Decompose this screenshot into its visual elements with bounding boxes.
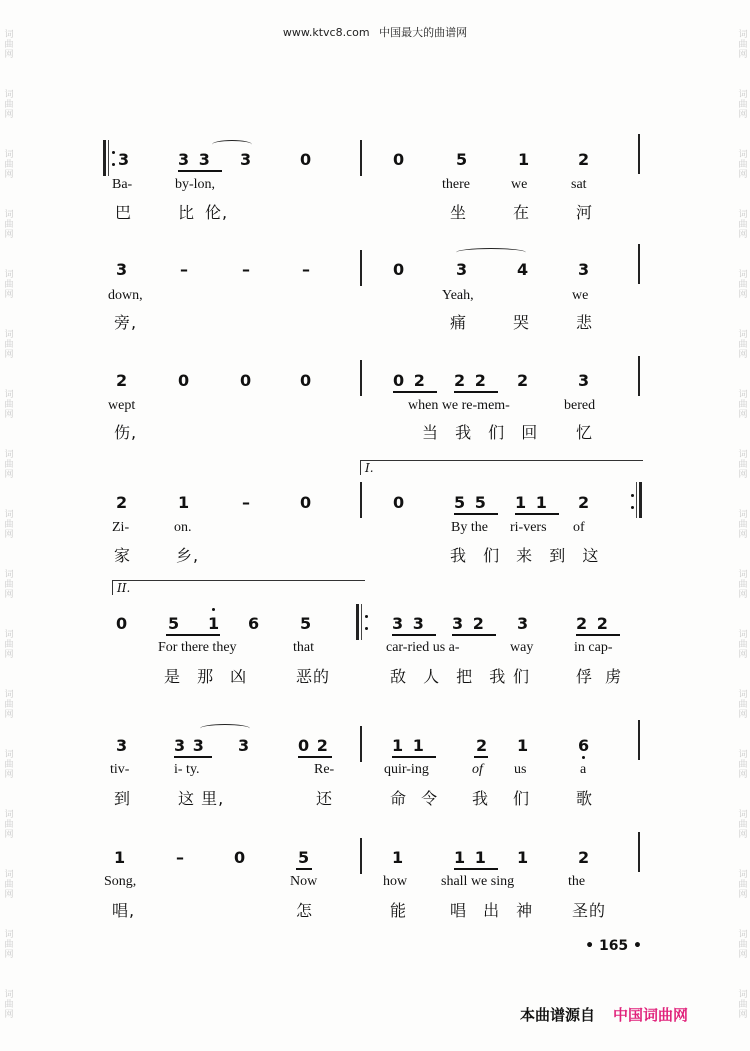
watermark-glyph: 网	[4, 170, 14, 180]
watermark-glyph: 曲	[738, 880, 748, 890]
lyric-en: bered	[564, 398, 596, 413]
watermark-glyph: 词	[4, 510, 14, 520]
page-footer	[520, 1004, 688, 1025]
note: 2 2	[454, 371, 486, 390]
barline	[360, 250, 362, 286]
watermark-glyph: 网	[738, 110, 748, 120]
repeat-barline	[639, 482, 642, 518]
watermark-glyph: 网	[738, 770, 748, 780]
note: 2 2	[576, 614, 608, 633]
lyric-zh: 伦,	[205, 203, 229, 222]
watermark-glyph: 曲	[738, 1000, 748, 1010]
note: 0	[393, 260, 405, 279]
dash: –	[180, 260, 188, 279]
lyric-en: we	[572, 288, 589, 303]
watermark-glyph: 曲	[738, 400, 748, 410]
lyric-en: a	[580, 762, 587, 777]
watermark-glyph: 曲	[4, 760, 14, 770]
tie	[456, 248, 526, 257]
note: 0	[300, 371, 312, 390]
lyric-en: when we re-mem-	[408, 398, 510, 413]
watermark-glyph: 网	[738, 830, 748, 840]
beam	[576, 634, 620, 636]
dash: –	[242, 260, 250, 279]
watermark-glyph: 词	[4, 630, 14, 640]
beam	[166, 634, 220, 636]
note: 0 2	[393, 371, 425, 390]
note: 1	[208, 614, 220, 633]
watermark-glyph: 曲	[4, 880, 14, 890]
watermark-glyph: 词	[738, 90, 748, 100]
watermark-glyph: 网	[738, 530, 748, 540]
barline	[638, 244, 640, 284]
lyric-en: of	[573, 520, 585, 535]
watermark-glyph: 曲	[738, 940, 748, 950]
lyric-en: us	[514, 762, 527, 777]
lyric-en: the	[568, 874, 586, 889]
lyric-zh: 旁,	[114, 313, 138, 332]
watermark-glyph: 网	[738, 230, 748, 240]
note: 3	[118, 150, 130, 169]
lyric-zh: 我 们 来 到 这	[450, 546, 600, 565]
lyric-zh: 到	[114, 789, 132, 808]
watermark-glyph: 网	[738, 50, 748, 60]
lyric-zh: 我	[472, 789, 490, 808]
watermark-glyph: 曲	[738, 760, 748, 770]
lyric-zh: 家	[114, 546, 132, 565]
note: 3	[116, 736, 128, 755]
watermark-glyph: 词	[4, 210, 14, 220]
watermark-glyph: 词	[4, 330, 14, 340]
watermark-glyph: 曲	[4, 580, 14, 590]
lyric-en: we	[511, 177, 528, 192]
lyric-en: by-lon,	[175, 177, 216, 192]
note: 2	[578, 150, 590, 169]
barline	[360, 360, 362, 396]
beam	[454, 868, 498, 870]
volta-first-ending	[360, 460, 643, 475]
watermark-glyph: 词	[738, 390, 748, 400]
lyric-zh: 歌	[576, 789, 594, 808]
watermark-glyph: 曲	[4, 700, 14, 710]
note: 3	[116, 260, 128, 279]
watermark-glyph: 词	[738, 690, 748, 700]
barline	[360, 482, 362, 518]
watermark-glyph: 词	[4, 270, 14, 280]
octave-dot	[582, 756, 585, 759]
note: 0	[300, 493, 312, 512]
lyric-zh: 忆	[576, 423, 594, 442]
barline	[638, 356, 640, 396]
note: 6	[248, 614, 260, 633]
note: 0	[393, 493, 405, 512]
header-title: 中国最大的曲谱网	[379, 26, 468, 39]
watermark-glyph: 曲	[4, 100, 14, 110]
watermark-glyph: 曲	[738, 520, 748, 530]
watermark-glyph: 网	[738, 290, 748, 300]
note: 1 1	[454, 848, 486, 867]
watermark-glyph: 网	[4, 290, 14, 300]
lyric-en: wept	[108, 398, 136, 413]
repeat-barline-thin	[636, 482, 637, 518]
barline	[360, 838, 362, 874]
note: 3 2	[452, 614, 484, 633]
octave-dot	[212, 608, 215, 611]
lyric-en: car-ried us a-	[386, 640, 460, 655]
lyric-zh: 俘 虏	[576, 667, 623, 686]
watermark-glyph: 曲	[4, 280, 14, 290]
watermark-glyph: 网	[738, 410, 748, 420]
watermark-glyph: 网	[738, 890, 748, 900]
beam	[298, 756, 332, 758]
lyric-zh: 唱,	[112, 901, 136, 920]
watermark-glyph: 曲	[4, 940, 14, 950]
lyric-en: Song,	[104, 874, 137, 889]
note: 1	[114, 848, 126, 867]
watermark-glyph: 网	[738, 710, 748, 720]
lyric-en: For there they	[158, 640, 237, 655]
barline	[638, 832, 640, 872]
footer-brand[interactable]: 中国词曲网	[613, 1006, 689, 1024]
watermark-glyph: 词	[4, 750, 14, 760]
beam	[454, 513, 498, 515]
repeat-dot	[365, 627, 368, 630]
watermark-glyph: 词	[4, 870, 14, 880]
repeat-dot	[631, 506, 634, 509]
watermark-glyph: 曲	[738, 700, 748, 710]
watermark-glyph: 词	[738, 150, 748, 160]
watermark-glyph: 网	[4, 230, 14, 240]
note: 2	[578, 848, 590, 867]
note: 5	[456, 150, 468, 169]
note: 1	[518, 150, 530, 169]
lyric-zh: 敌 人 把 我	[390, 667, 507, 686]
note: 1	[517, 736, 529, 755]
page-number: • 165 •	[585, 938, 642, 954]
watermark-glyph: 网	[4, 350, 14, 360]
watermark-glyph: 网	[738, 470, 748, 480]
watermark-glyph: 词	[738, 870, 748, 880]
watermark-glyph: 网	[4, 590, 14, 600]
lyric-zh: 能	[390, 901, 408, 920]
note: 3	[240, 150, 252, 169]
watermark-glyph: 曲	[738, 280, 748, 290]
lyric-zh: 唱 出 神	[450, 901, 534, 920]
watermark-glyph: 网	[738, 170, 748, 180]
watermark-glyph: 网	[4, 470, 14, 480]
note: 3 3	[174, 736, 204, 755]
repeat-barline-thin	[108, 140, 109, 176]
watermark-glyph: 网	[4, 710, 14, 720]
lyric-zh: 怎	[296, 901, 314, 920]
lyric-en: shall we sing	[441, 874, 515, 889]
watermark-glyph: 词	[4, 690, 14, 700]
dash: –	[242, 493, 250, 512]
note: 4	[517, 260, 529, 279]
watermark-glyph: 词	[738, 930, 748, 940]
beam	[392, 634, 436, 636]
lyric-zh: 坐	[450, 203, 468, 222]
watermark-glyph: 曲	[738, 100, 748, 110]
note: 3	[517, 614, 529, 633]
footer-source: 本曲谱源自	[520, 1006, 596, 1024]
repeat-barline	[356, 604, 359, 640]
note: 1	[178, 493, 190, 512]
watermark-glyph: 曲	[738, 40, 748, 50]
watermark-glyph: 曲	[4, 160, 14, 170]
beam	[474, 756, 488, 758]
lyric-zh: 命 令	[390, 789, 439, 808]
watermark-glyph: 网	[4, 50, 14, 60]
note: 3	[578, 260, 590, 279]
lyric-zh: 恶的	[296, 667, 331, 686]
note: 2	[116, 493, 128, 512]
watermark-glyph: 曲	[738, 220, 748, 230]
note: 2	[116, 371, 128, 390]
note: 5	[168, 614, 180, 633]
beam	[393, 391, 437, 393]
lyric-en: on.	[174, 520, 192, 535]
watermark-glyph: 曲	[4, 340, 14, 350]
beam	[452, 634, 496, 636]
watermark-glyph: 词	[4, 30, 14, 40]
watermark-glyph: 网	[4, 530, 14, 540]
barline	[638, 134, 640, 174]
lyric-en: ri-vers	[510, 520, 547, 535]
note: 0	[178, 371, 190, 390]
watermark-glyph: 词	[4, 150, 14, 160]
lyric-zh: 圣的	[572, 901, 607, 920]
note: 6	[578, 736, 590, 755]
lyric-en: tiv-	[110, 762, 130, 777]
repeat-dot	[112, 163, 115, 166]
watermark-glyph: 曲	[738, 580, 748, 590]
note: 0	[240, 371, 252, 390]
lyric-zh: 伤,	[114, 423, 138, 442]
note: 0	[116, 614, 128, 633]
lyric-en: in cap-	[574, 640, 613, 655]
note: 1 1	[515, 493, 547, 512]
lyric-zh: 巴	[115, 203, 133, 222]
watermark-glyph: 网	[4, 890, 14, 900]
watermark-glyph: 网	[738, 590, 748, 600]
tie	[212, 140, 252, 149]
watermark-glyph: 曲	[4, 460, 14, 470]
note: 2	[578, 493, 590, 512]
note: 0	[234, 848, 246, 867]
watermark-glyph: 曲	[4, 400, 14, 410]
lyric-zh: 在	[513, 203, 531, 222]
beam	[178, 170, 222, 172]
dash: –	[176, 848, 184, 867]
repeat-barline-thin	[361, 604, 362, 640]
volta-label: II.	[117, 581, 131, 595]
watermark-glyph: 曲	[738, 820, 748, 830]
watermark-glyph: 词	[738, 990, 748, 1000]
watermark-glyph: 词	[738, 330, 748, 340]
watermark-glyph: 网	[4, 770, 14, 780]
dash: –	[302, 260, 310, 279]
watermark-glyph: 词	[4, 930, 14, 940]
note: 3 3	[392, 614, 424, 633]
watermark-glyph: 词	[738, 270, 748, 280]
watermark-glyph: 网	[4, 110, 14, 120]
lyric-en: quir-ing	[384, 762, 429, 777]
watermark-glyph: 曲	[738, 640, 748, 650]
lyric-en: down,	[108, 288, 143, 303]
lyric-zh: 是 那 凶	[164, 667, 248, 686]
lyric-zh: 这 里,	[178, 789, 225, 808]
watermark-glyph: 网	[4, 830, 14, 840]
lyric-zh: 们	[513, 667, 531, 686]
header-site[interactable]: www.ktvc8.com	[282, 26, 370, 39]
repeat-dot	[631, 494, 634, 497]
lyric-en: Zi-	[112, 520, 130, 535]
repeat-dot	[112, 151, 115, 154]
watermark-glyph: 曲	[4, 520, 14, 530]
lyric-zh: 痛	[450, 313, 468, 332]
watermark-glyph: 曲	[4, 220, 14, 230]
watermark-glyph: 曲	[4, 640, 14, 650]
watermark-glyph: 网	[738, 350, 748, 360]
lyric-en: that	[293, 640, 314, 655]
note: 0 2	[298, 736, 328, 755]
note: 3	[578, 371, 590, 390]
watermark-glyph: 网	[4, 950, 14, 960]
lyric-en: how	[383, 874, 408, 889]
lyric-zh: 们	[513, 789, 531, 808]
beam	[392, 756, 436, 758]
lyric-en: there	[442, 177, 470, 192]
barline	[638, 720, 640, 760]
barline	[360, 140, 362, 176]
watermark-glyph: 词	[4, 390, 14, 400]
lyric-en: way	[510, 640, 534, 655]
lyric-en: Re-	[314, 762, 335, 777]
volta-second-ending	[112, 580, 365, 595]
lyric-zh: 还	[316, 789, 334, 808]
lyric-zh: 比	[178, 203, 196, 222]
watermark-glyph: 词	[738, 750, 748, 760]
watermark-glyph: 词	[738, 630, 748, 640]
watermark-glyph: 词	[4, 990, 14, 1000]
watermark-glyph: 网	[738, 650, 748, 660]
lyric-zh: 哭	[513, 313, 531, 332]
volta-label: I.	[365, 461, 374, 475]
lyric-en: sat	[571, 177, 587, 192]
watermark-glyph: 词	[4, 90, 14, 100]
tie	[200, 724, 250, 733]
lyric-en: By the	[451, 520, 488, 535]
watermark-glyph: 网	[738, 1010, 748, 1020]
lyric-en: Yeah,	[442, 288, 474, 303]
watermark-glyph: 词	[738, 570, 748, 580]
note: 3	[238, 736, 250, 755]
note: 1	[392, 848, 404, 867]
repeat-dot	[365, 615, 368, 618]
watermark-glyph: 曲	[4, 820, 14, 830]
note: 5	[298, 848, 310, 867]
note: 1	[517, 848, 529, 867]
barline	[360, 726, 362, 762]
watermark-glyph: 曲	[738, 160, 748, 170]
note: 3 3	[178, 150, 210, 169]
beam	[296, 868, 312, 870]
watermark-glyph: 网	[4, 650, 14, 660]
note: 0	[393, 150, 405, 169]
repeat-barline	[103, 140, 106, 176]
lyric-en: of	[472, 762, 483, 777]
watermark-glyph: 曲	[738, 340, 748, 350]
watermark-glyph: 词	[738, 30, 748, 40]
watermark-glyph: 词	[4, 810, 14, 820]
watermark-glyph: 词	[4, 450, 14, 460]
watermark-glyph: 网	[738, 950, 748, 960]
lyric-zh: 乡,	[176, 546, 200, 565]
watermark-glyph: 曲	[738, 460, 748, 470]
watermark-glyph: 词	[738, 450, 748, 460]
note: 3	[456, 260, 468, 279]
note: 5 5	[454, 493, 486, 512]
lyric-zh: 河	[576, 203, 594, 222]
watermark-glyph: 词	[4, 570, 14, 580]
lyric-en: Now	[290, 874, 318, 889]
watermark-glyph: 网	[4, 410, 14, 420]
note: 2	[476, 736, 488, 755]
beam	[515, 513, 559, 515]
note: 0	[300, 150, 312, 169]
note: 1 1	[392, 736, 424, 755]
beam	[454, 391, 498, 393]
note: 2	[517, 371, 529, 390]
watermark-glyph: 词	[738, 510, 748, 520]
lyric-zh: 当 我 们 回	[422, 423, 539, 442]
lyric-zh: 悲	[576, 313, 594, 332]
lyric-en: Ba-	[112, 177, 133, 192]
lyric-en: i- ty.	[174, 762, 200, 777]
watermark-glyph: 词	[738, 210, 748, 220]
watermark-glyph: 曲	[4, 1000, 14, 1010]
note: 5	[300, 614, 312, 633]
watermark-glyph: 网	[4, 1010, 14, 1020]
beam	[174, 756, 212, 758]
watermark-glyph: 曲	[4, 40, 14, 50]
watermark-glyph: 词	[738, 810, 748, 820]
